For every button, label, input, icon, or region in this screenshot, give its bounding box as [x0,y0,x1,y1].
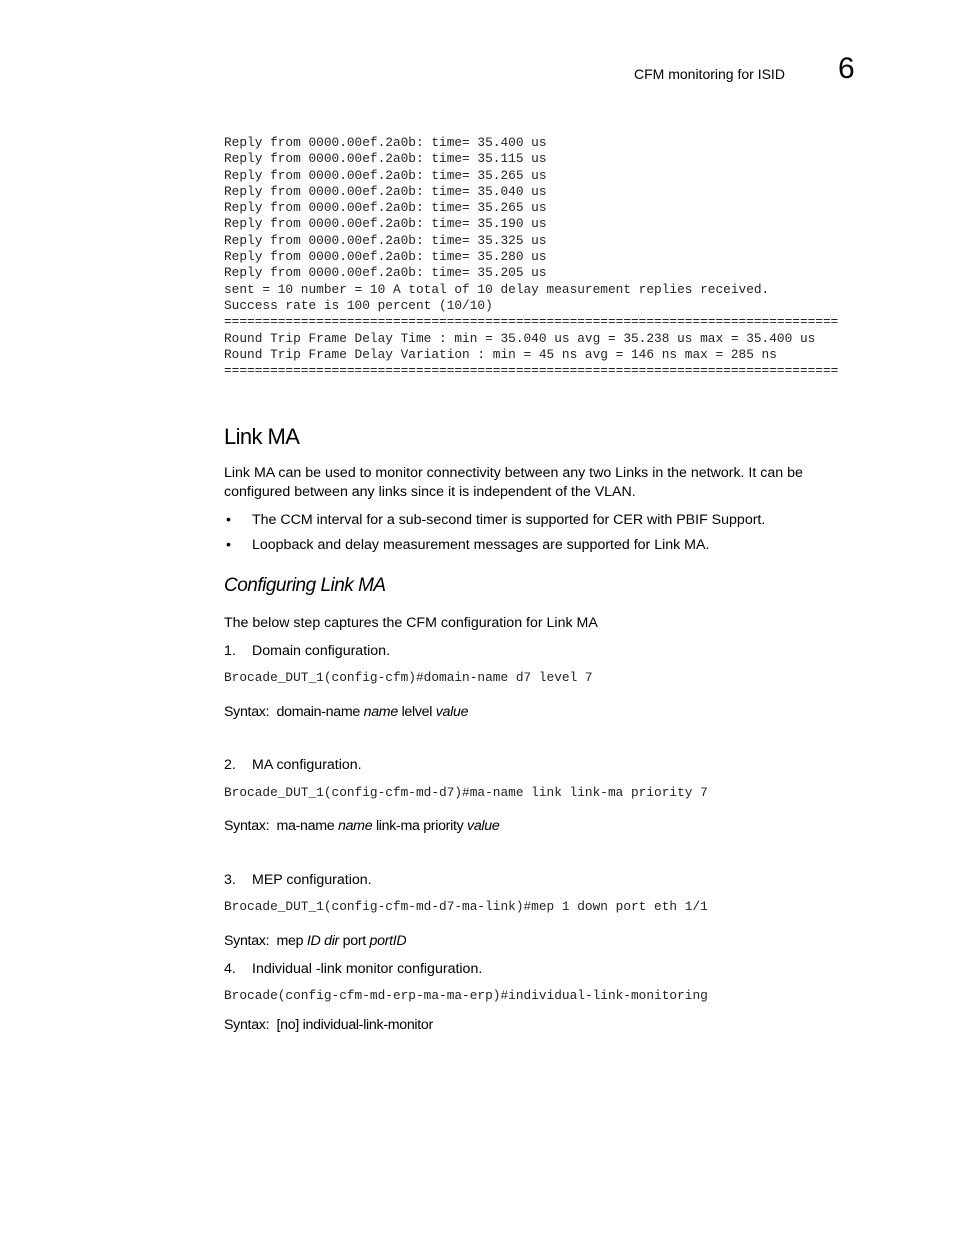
step-number: 3. [224,872,236,888]
code-line: Reply from 0000.00ef.2a0b: time= 35.280 us [224,249,547,265]
syntax-keyword: ma-name [276,818,335,834]
command-line: Brocade_DUT_1(config-cfm-md-d7)#ma-name link link-ma priority 7 [224,785,708,800]
syntax-param: name [363,704,398,720]
bullet-dot-icon: • [226,537,231,553]
command-line: Brocade(config-cfm-md-erp-ma-ma-erp)#individual-link-monitoring [224,988,708,1003]
syntax-param: portID [369,933,407,949]
command-line: Brocade_DUT_1(config-cfm)#domain-name d7 level 7 [224,670,593,685]
code-line: Success rate is 100 percent (10/10) [224,297,493,313]
syntax-line [224,704,468,720]
syntax-label: Syntax: [224,704,270,720]
code-line: Reply from 0000.00ef.2a0b: time= 35.400 us [224,135,547,150]
code-line: Reply from 0000.00ef.2a0b: time= 35.040 us [224,183,547,199]
subsection-heading: Configuring Link MA [224,575,386,596]
syntax-line [224,818,499,834]
bullet-text: Loopback and delay measurement messages are supported for Link MA. [252,537,710,553]
syntax-keyword: mep [276,933,304,949]
command-line: Brocade_DUT_1(config-cfm-md-d7-ma-link)#mep 1 down port eth 1/1 [224,899,708,914]
subsection-intro: The below step captures the CFM configuration for Link MA [224,615,598,631]
code-line: Reply from 0000.00ef.2a0b: time= 35.325 us [224,232,547,248]
step-number: 4. [224,961,236,977]
code-line: Reply from 0000.00ef.2a0b: time= 35.205 us [224,265,547,281]
step-text: Individual -link monitor configuration. [252,961,483,977]
code-line: Round Trip Frame Delay Time : min = 35.040 us avg = 35.238 us max = 35.400 us [224,330,816,346]
syntax-param: value [435,704,469,720]
step-text: MEP configuration. [252,872,372,888]
running-header-title: CFM monitoring for ISID [634,66,785,82]
code-line: sent = 10 number = 10 A total of 10 delay measurement replies received. [224,281,770,297]
section-intro: Link MA can be used to monitor connectivity between any two Links in the network. It can be configured between any links since it is independent of the VLAN. [224,465,803,500]
syntax-keyword: domain-name [276,704,360,720]
syntax-keyword: lelvel [401,704,433,720]
syntax-line [224,1017,433,1033]
syntax-param: name [338,818,373,834]
step-text: Domain configuration. [252,643,391,659]
syntax-param: value [467,818,500,834]
code-line: Reply from 0000.00ef.2a0b: time= 35.265 us [224,167,547,183]
bullet-text: The CCM interval for a sub-second timer is supported for CER with PBIF Support. [252,512,766,528]
code-output-block [224,135,838,379]
section-heading: Link MA [224,424,300,449]
syntax-param: ID dir [306,933,339,949]
syntax-label: Syntax: [224,933,270,949]
chapter-number: 6 [838,52,855,85]
code-line: Reply from 0000.00ef.2a0b: time= 35.190 us [224,216,547,232]
step-number: 2. [224,757,236,773]
step-number: 1. [224,643,236,659]
syntax-keyword: [no] individual-link-monitor [276,1017,433,1033]
syntax-line [224,933,406,949]
syntax-label: Syntax: [224,1017,270,1033]
syntax-label: Syntax: [224,818,270,834]
code-line: Reply from 0000.00ef.2a0b: time= 35.265 us [224,200,547,216]
syntax-keyword: link-ma priority [375,818,464,834]
bullet-dot-icon: • [226,512,231,528]
syntax-keyword: port [342,933,366,949]
code-separator: ================================================================================ [224,363,839,379]
code-line: Reply from 0000.00ef.2a0b: time= 35.115 us [224,151,547,167]
step-text: MA configuration. [252,757,362,773]
code-line: Round Trip Frame Delay Variation : min = 45 ns avg = 146 ns max = 285 ns [224,346,777,362]
code-separator: ================================================================================ [224,314,839,330]
